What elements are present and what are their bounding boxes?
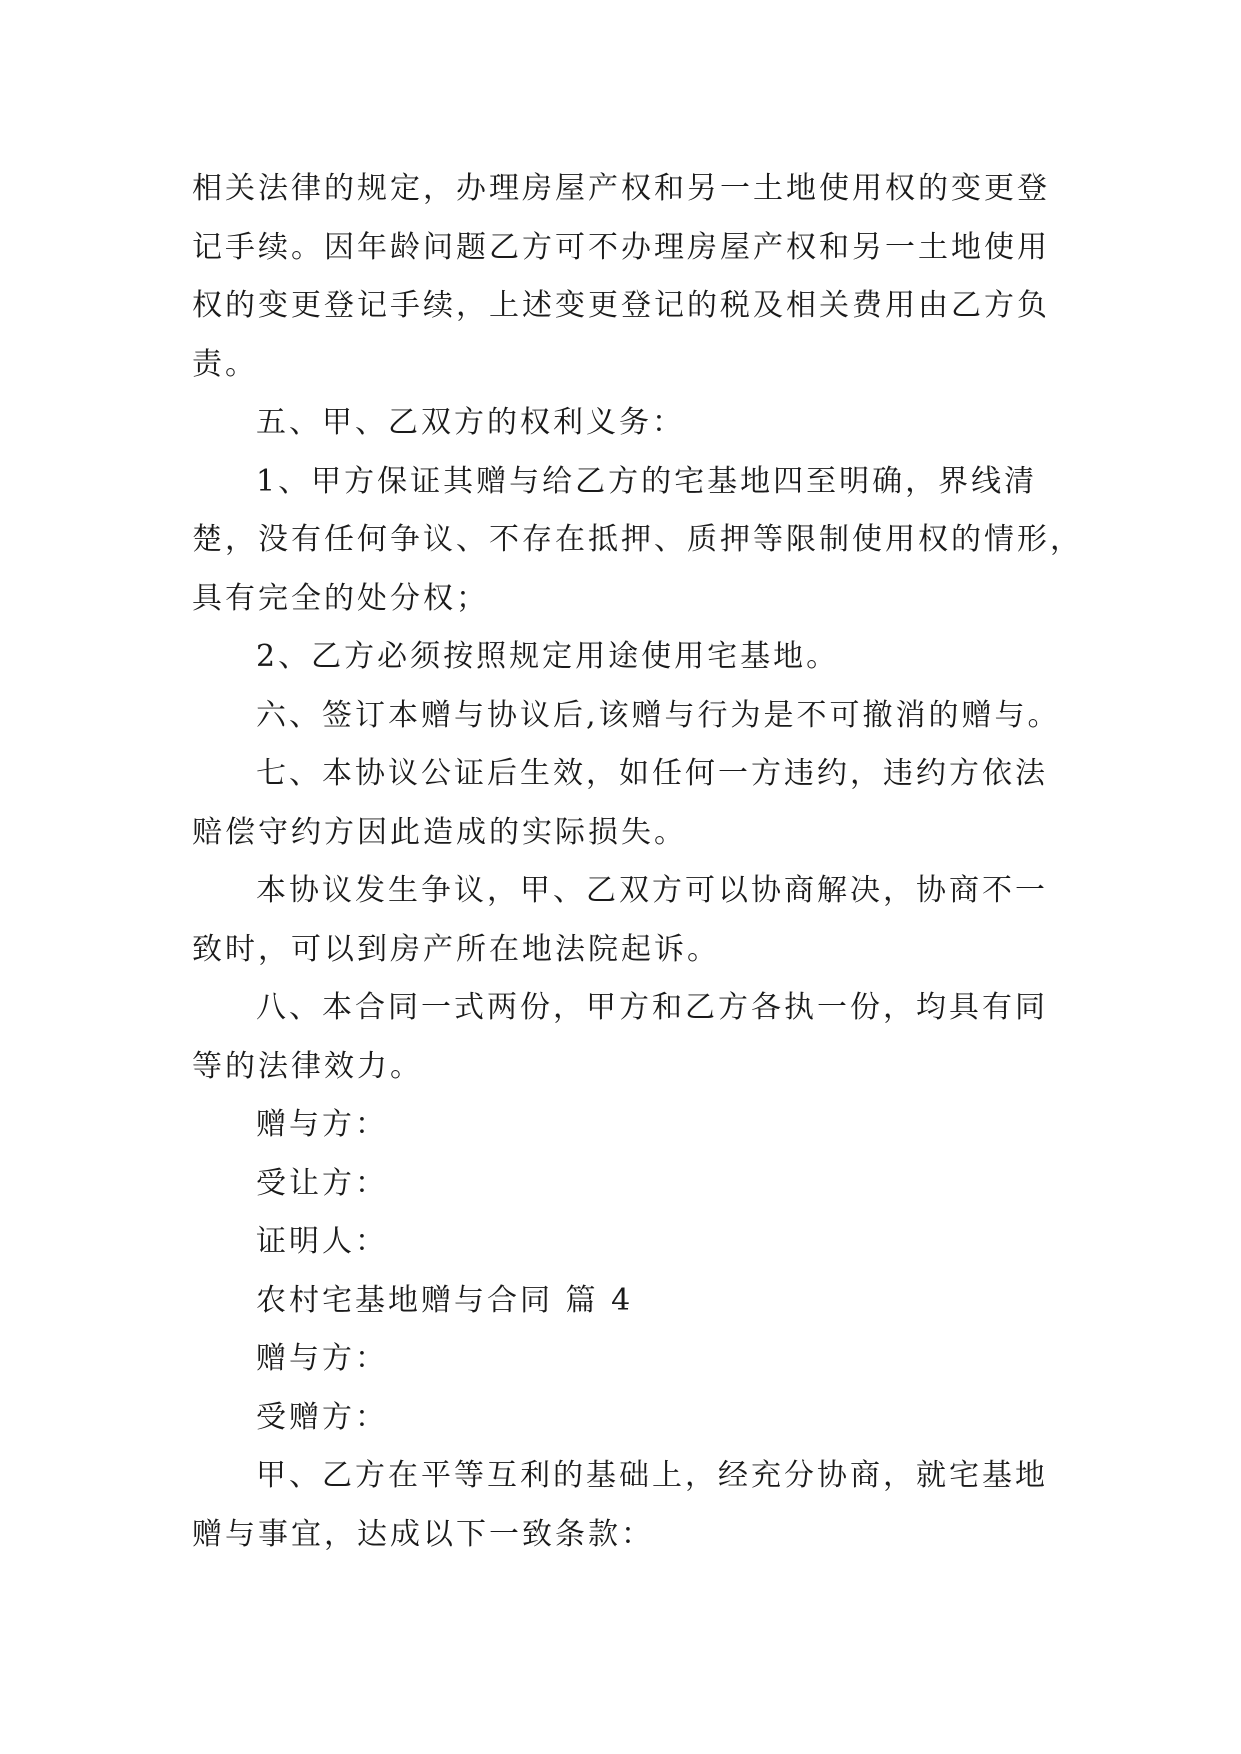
party-label-donor: 赠与方： — [256, 1341, 388, 1376]
text-line: 致时，可以到房产所在地法院起诉。 — [192, 931, 720, 967]
signature-label-witness: 证明人： — [256, 1224, 388, 1259]
section-heading: 六、签订本赠与协议后,该赠与行为是不可撤消的赠与。 — [256, 697, 1061, 733]
text-line: 甲、乙方在平等互利的基础上，经充分协商，就宅基地 — [256, 1458, 1048, 1493]
text-line: 权的变更登记手续，上述变更登记的税及相关费用由乙方负 — [192, 288, 1050, 323]
text-line: 本协议发生争议，甲、乙双方可以协商解决，协商不一 — [256, 873, 1048, 908]
section-heading: 八、本合同一式两份，甲方和乙方各执一份，均具有同 — [256, 990, 1048, 1025]
text-line: 责。 — [192, 346, 258, 382]
text-line: 等的法律效力。 — [192, 1048, 423, 1084]
text-line: 楚，没有任何争议、不存在抵押、质押等限制使用权的情形， — [192, 522, 1083, 557]
signature-label-transferee: 受让方： — [256, 1165, 388, 1201]
section-heading: 七、本协议公证后生效，如任何一方违约，违约方依法 — [256, 756, 1048, 791]
section-heading: 五、甲、乙双方的权利义务： — [256, 405, 685, 440]
party-label-donee: 受赠方： — [256, 1399, 388, 1435]
text-line: 记手续。因年龄问题乙方可不办理房屋产权和另一土地使用 — [192, 229, 1050, 265]
text-line: 1、甲方保证其赠与给乙方的宅基地四至明确，界线清 — [256, 463, 1038, 499]
document-body — [192, 160, 1083, 1564]
text-line: 具有完全的处分权； — [192, 580, 489, 616]
text-line: 相关法律的规定，办理房屋产权和另一土地使用权的变更登 — [192, 171, 1050, 206]
text-line: 赠与事宜，达成以下一致条款： — [192, 1516, 654, 1552]
text-line: 2、乙方必须按照规定用途使用宅基地。 — [256, 639, 840, 674]
signature-label-donor: 赠与方： — [256, 1107, 388, 1142]
section-title: 农村宅基地赠与合同 篇 4 — [256, 1282, 634, 1318]
text-line: 赔偿守约方因此造成的实际损失。 — [192, 814, 687, 850]
